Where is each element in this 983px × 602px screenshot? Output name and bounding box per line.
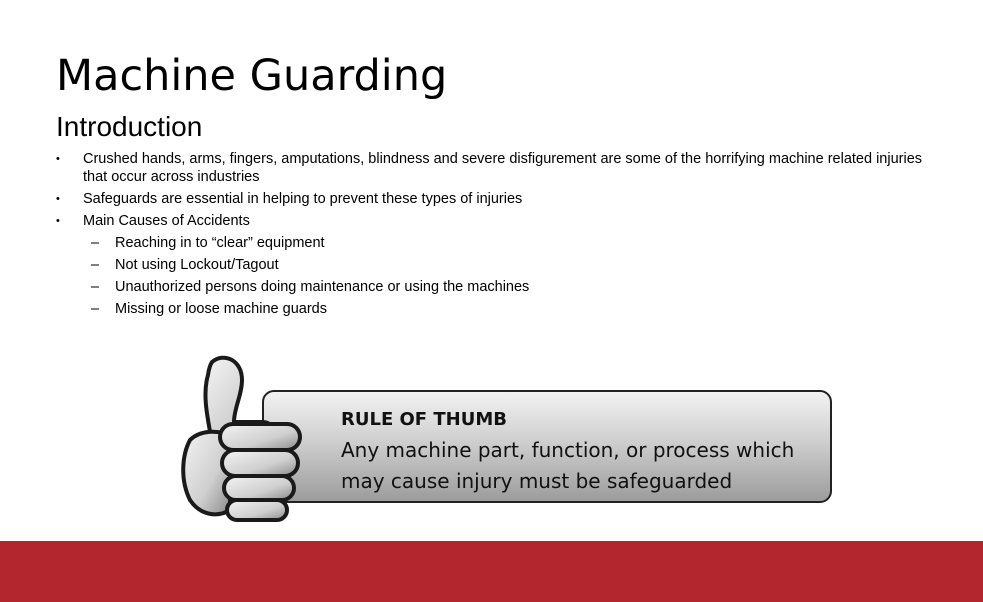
bullet-list bbox=[56, 150, 926, 322]
bullet-item-label: Main Causes of Accidents bbox=[83, 213, 250, 229]
callout-heading: RULE OF THUMB bbox=[341, 409, 507, 430]
bullet-item bbox=[56, 212, 926, 318]
slide-subtitle: Introduction bbox=[56, 111, 203, 142]
sub-bullet-item: – Missing or loose machine guards bbox=[83, 300, 926, 318]
slide-title: Machine Guarding bbox=[56, 51, 448, 101]
thumbs-up-icon bbox=[172, 350, 307, 525]
sub-bullet-item: – Reaching in to “clear” equipment bbox=[83, 234, 926, 252]
bullet-item: • Crushed hands, arms, fingers, amputations, blindness and severe disfigurement are some of the horrifying machine related injuries that occur across industries bbox=[56, 150, 926, 186]
callout-text: Any machine part, function, or process which may cause injury must be safeguarded bbox=[341, 438, 795, 493]
sub-bullet-item: – Not using Lockout/Tagout bbox=[83, 256, 926, 274]
footer-bar bbox=[0, 541, 983, 602]
sub-bullet-list bbox=[83, 234, 926, 318]
sub-bullet-item: – Unauthorized persons doing maintenance or using the machines bbox=[83, 278, 926, 296]
bullet-item: • Safeguards are essential in helping to prevent these types of injuries bbox=[56, 190, 926, 208]
